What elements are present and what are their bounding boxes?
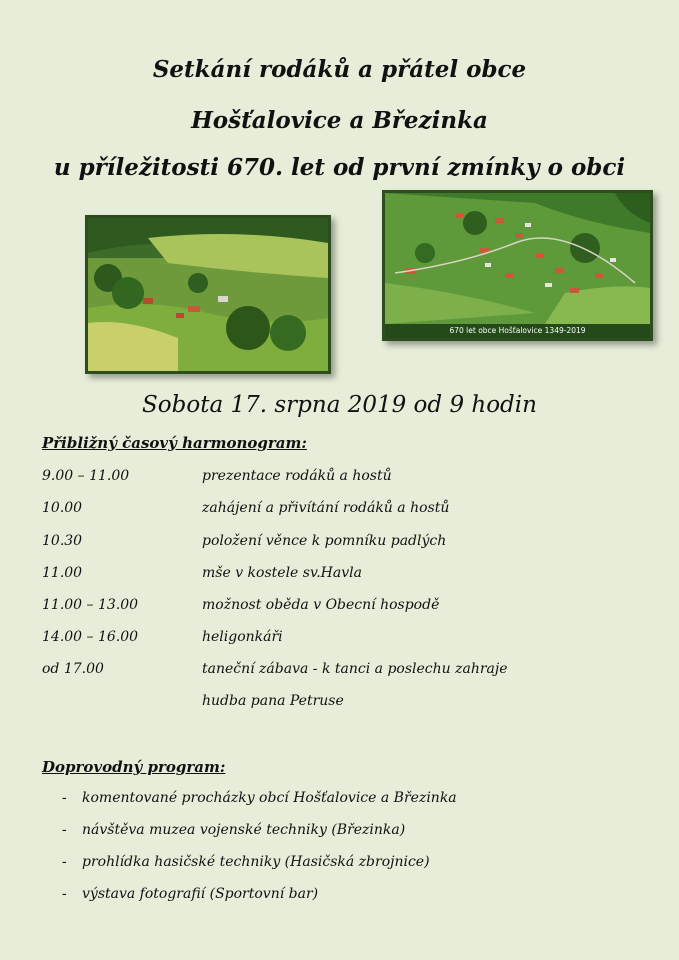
extra-program-heading: Doprovodný program: — [42, 758, 226, 776]
schedule-desc: heligonkáři — [202, 629, 283, 645]
title-line-3: u příležitosti 670. let od první zmínky o obci — [53, 154, 626, 181]
landscape-image — [88, 218, 328, 371]
schedule-row — [42, 565, 642, 589]
schedule-desc: položení věnce k pomníku padlých — [202, 533, 447, 549]
title-line-2: Hošťalovice a Březinka — [191, 107, 488, 134]
schedule-time: 10.30 — [42, 533, 83, 549]
schedule-row — [42, 500, 642, 524]
aerial-village-image — [385, 193, 650, 324]
landscape-photo — [85, 215, 331, 374]
schedule-time: 11.00 – 13.00 — [42, 597, 139, 613]
schedule-desc: hudba pana Petruse — [202, 693, 344, 709]
schedule-row — [42, 533, 642, 557]
list-dash: - — [62, 822, 67, 838]
list-item-text: prohlídka hasičské techniky (Hasičská zbrojnice) — [82, 854, 430, 870]
schedule-desc: zahájení a přivítání rodáků a hostů — [202, 500, 450, 516]
list-dash: - — [62, 790, 67, 806]
list-item-text: návštěva muzea vojenské techniky (Březinka) — [82, 822, 406, 838]
schedule-time: 10.00 — [42, 500, 83, 516]
list-item-text: výstava fotografií (Sportovní bar) — [82, 886, 319, 902]
list-dash: - — [62, 886, 67, 902]
schedule-time: od 17.00 — [42, 661, 104, 677]
schedule-desc: taneční zábava - k tanci a poslechu zahraje — [202, 661, 508, 677]
list-dash: - — [62, 854, 67, 870]
schedule-row — [42, 629, 642, 653]
schedule-time: 11.00 — [42, 565, 83, 581]
schedule-row — [42, 597, 642, 621]
schedule-time: 9.00 – 11.00 — [42, 468, 130, 484]
list-item-text: komentované procházky obcí Hošťalovice a Březinka — [82, 790, 457, 806]
schedule-row — [42, 468, 642, 492]
aerial-photo — [382, 190, 653, 341]
schedule-desc: mše v kostele sv.Havla — [202, 565, 362, 581]
photo-caption: 670 let obce Hošťalovice 1349-2019 — [385, 324, 650, 338]
schedule-row — [42, 661, 642, 685]
schedule-desc: možnost oběda v Obecní hospodě — [202, 597, 440, 613]
schedule-heading: Přibližný časový harmonogram: — [42, 434, 307, 452]
title-line-1: Setkání rodáků a přátel obce — [152, 56, 527, 83]
schedule-desc: prezentace rodáků a hostů — [202, 468, 392, 484]
schedule-time: 14.00 – 16.00 — [42, 629, 139, 645]
schedule-row — [42, 693, 642, 717]
event-date: Sobota 17. srpna 2019 od 9 hodin — [142, 392, 537, 418]
